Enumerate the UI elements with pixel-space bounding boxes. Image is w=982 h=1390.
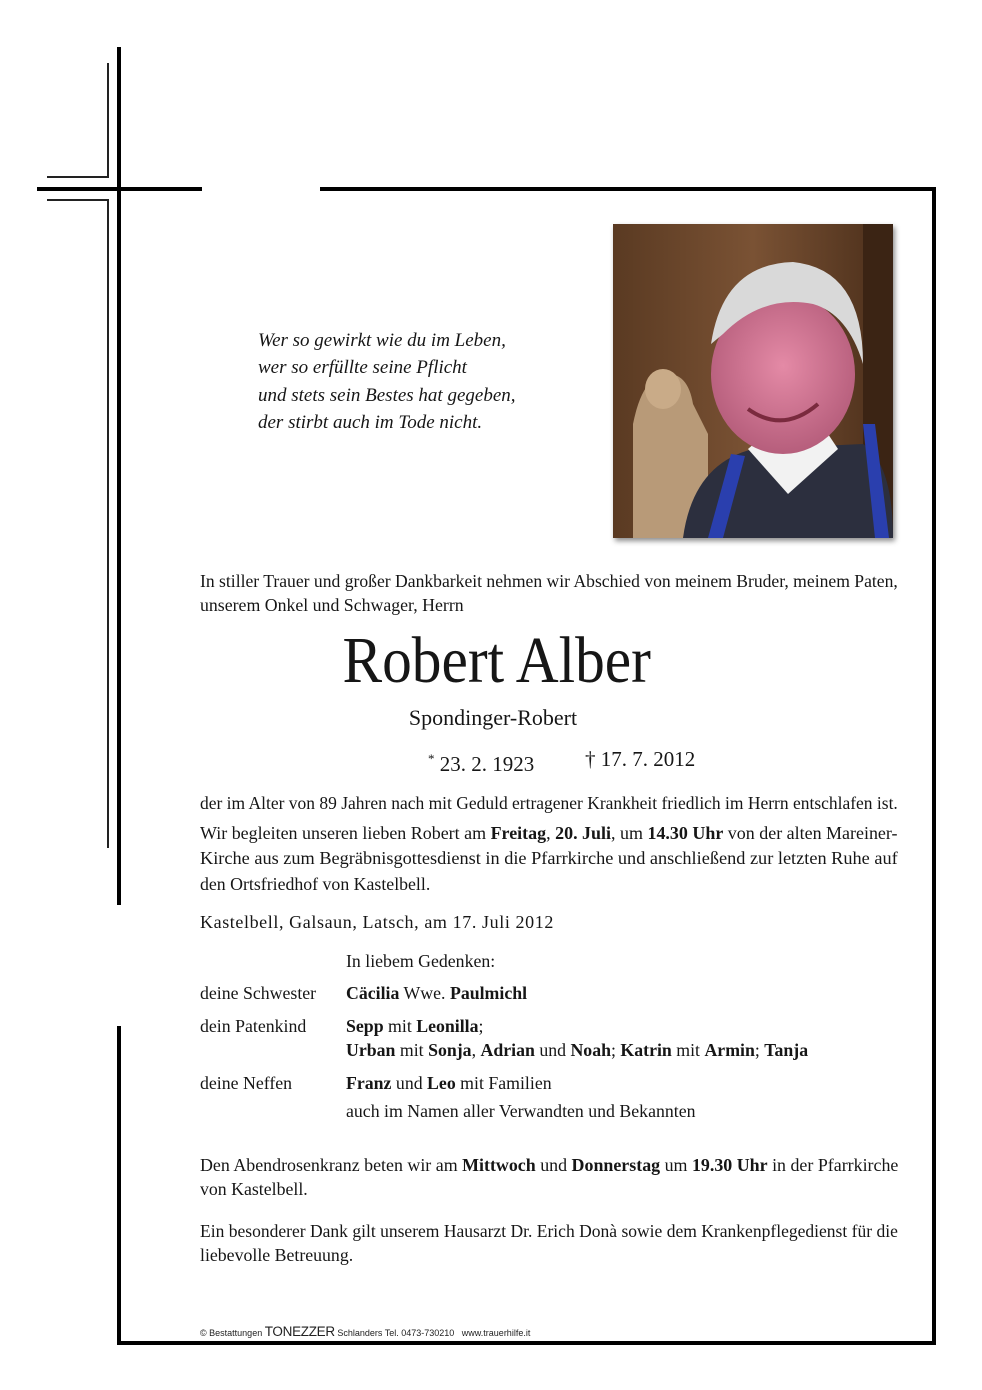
company-name: TONEZZER bbox=[264, 1324, 335, 1339]
text-segment: und bbox=[391, 1073, 428, 1093]
bold-text: 14.30 Uhr bbox=[647, 823, 724, 843]
company-website[interactable]: www.trauerhilfe.it bbox=[461, 1328, 531, 1338]
text-segment: mit Familien bbox=[455, 1073, 552, 1093]
text-segment: auch im Namen aller Verwandten und Bekannten bbox=[346, 1101, 696, 1121]
relatives-line bbox=[346, 1100, 695, 1122]
company-phone: Tel. 0473-730210 bbox=[384, 1328, 455, 1338]
bold-text: Noah bbox=[570, 1040, 611, 1060]
frame-bottom bbox=[117, 1341, 936, 1345]
funeral-line bbox=[200, 822, 898, 844]
thanks-line bbox=[200, 1220, 898, 1242]
text-segment: mit bbox=[671, 1040, 705, 1060]
relation-label: deine Neffen bbox=[200, 1073, 293, 1093]
death-symbol: † bbox=[585, 747, 596, 771]
text-segment: um bbox=[660, 1155, 692, 1175]
rosary-line bbox=[200, 1178, 308, 1200]
text-segment: Ein besonderer Dank gilt unserem Hausarzt Dr. Erich Donà sowie dem Krankenpflegedienst für die bbox=[200, 1221, 898, 1241]
text-segment: , um bbox=[611, 823, 648, 843]
text-segment: Wwe. bbox=[399, 983, 450, 1003]
text-segment: und bbox=[534, 1040, 571, 1060]
portrait-photo bbox=[613, 224, 893, 538]
cross-outline-upper-h bbox=[47, 176, 109, 178]
funeral-line bbox=[200, 873, 430, 895]
text-segment: mit bbox=[383, 1016, 417, 1036]
rosary-line bbox=[200, 1154, 898, 1176]
text-segment: , bbox=[471, 1040, 481, 1060]
text-segment: in der Pfarrkirche bbox=[767, 1155, 899, 1175]
relatives-line bbox=[346, 982, 527, 1004]
bold-text: Mittwoch bbox=[462, 1155, 536, 1175]
bold-text: Tanja bbox=[764, 1040, 809, 1060]
text-segment: ; bbox=[478, 1016, 484, 1036]
birth-symbol: * bbox=[428, 751, 435, 766]
quote-line: und stets sein Bestes hat gegeben, bbox=[258, 385, 516, 406]
cross-outline-lower-v bbox=[107, 199, 109, 848]
text-segment: Den Abendrosenkranz beten wir am bbox=[200, 1155, 463, 1175]
bold-text: Katrin bbox=[620, 1040, 672, 1060]
text-segment: von Kastelbell. bbox=[200, 1179, 308, 1199]
bold-text: Franz bbox=[346, 1073, 392, 1093]
text-segment: den Ortsfriedhof von Kastelbell. bbox=[200, 874, 431, 894]
company-prefix: Bestattungen bbox=[209, 1328, 263, 1338]
remembrance-heading: In liebem Gedenken: bbox=[346, 951, 496, 971]
cross-outline-upper-v bbox=[107, 63, 109, 178]
death-date bbox=[585, 745, 695, 773]
bold-text: 20. Juli bbox=[555, 823, 612, 843]
bold-text: Urban bbox=[346, 1040, 396, 1060]
quote-line: Wer so gewirkt wie du im Leben, bbox=[258, 330, 506, 351]
relatives-line bbox=[346, 1039, 808, 1061]
bold-text: Paulmichl bbox=[449, 983, 528, 1003]
bold-text: Donnerstag bbox=[571, 1155, 661, 1175]
bold-text: Sonja bbox=[428, 1040, 472, 1060]
cross-outline-lower-h bbox=[47, 199, 109, 201]
text-segment: und bbox=[535, 1155, 572, 1175]
relatives-line bbox=[346, 1015, 483, 1037]
deceased-name: Robert Alber bbox=[342, 624, 651, 697]
copyright-symbol: © bbox=[200, 1328, 207, 1338]
bold-text: Leo bbox=[427, 1073, 456, 1093]
cross-horizontal bbox=[37, 187, 202, 191]
quote-line: wer so erfüllte seine Pflicht bbox=[258, 357, 467, 378]
thanks-line bbox=[200, 1244, 353, 1266]
bold-text: Freitag bbox=[490, 823, 547, 843]
bold-text: Adrian bbox=[480, 1040, 535, 1060]
intro-line: unserem Onkel und Schwager, Herrn bbox=[200, 595, 464, 615]
intro-line: In stiller Trauer und großer Dankbarkeit nehmen wir Abschied von meinem Bruder, meinem Paten, bbox=[200, 571, 898, 591]
bold-text: Sepp bbox=[346, 1016, 384, 1036]
cross-vertical-upper bbox=[117, 47, 121, 905]
text-segment: ; bbox=[754, 1040, 765, 1060]
place-date: Kastelbell, Galsaun, Latsch, am 17. Juli 2012 bbox=[200, 912, 554, 932]
relation-label: dein Patenkind bbox=[200, 1016, 307, 1036]
text-segment: ; bbox=[610, 1040, 621, 1060]
bold-text: 19.30 Uhr bbox=[691, 1155, 768, 1175]
frame-top bbox=[320, 187, 936, 191]
birth-date bbox=[428, 745, 534, 778]
age-line: der im Alter von 89 Jahren nach mit Geduld ertragener Krankheit friedlich im Herrn entschlafen ist. bbox=[200, 793, 898, 813]
company-town: Schlanders bbox=[337, 1328, 383, 1338]
bold-text: Leonilla bbox=[416, 1016, 479, 1036]
text-segment: , bbox=[546, 823, 556, 843]
frame-right bbox=[932, 187, 936, 1345]
footer-imprint bbox=[200, 1324, 530, 1339]
relatives-line bbox=[346, 1072, 552, 1094]
bold-text: Armin bbox=[704, 1040, 755, 1060]
quote-line: der stirbt auch im Tode nicht. bbox=[258, 412, 483, 433]
text-segment: liebevolle Betreuung. bbox=[200, 1245, 354, 1265]
bold-text: Cäcilia bbox=[346, 983, 400, 1003]
relation-label: deine Schwester bbox=[200, 983, 317, 1003]
frame-left-lower bbox=[117, 1026, 121, 1345]
funeral-line bbox=[200, 847, 898, 869]
text-segment: von der alten Mareiner- bbox=[723, 823, 898, 843]
birth-date-value: 23. 2. 1923 bbox=[439, 752, 535, 776]
text-segment: Kirche aus zum Begräbnisgottesdienst in die Pfarrkirche und anschließend zur letzten Ruhe auf bbox=[200, 848, 898, 868]
text-segment: mit bbox=[395, 1040, 429, 1060]
text-segment: Wir begleiten unseren lieben Robert am bbox=[200, 823, 491, 843]
nickname: Spondinger-Robert bbox=[408, 705, 578, 730]
death-date-value: 17. 7. 2012 bbox=[600, 747, 696, 771]
